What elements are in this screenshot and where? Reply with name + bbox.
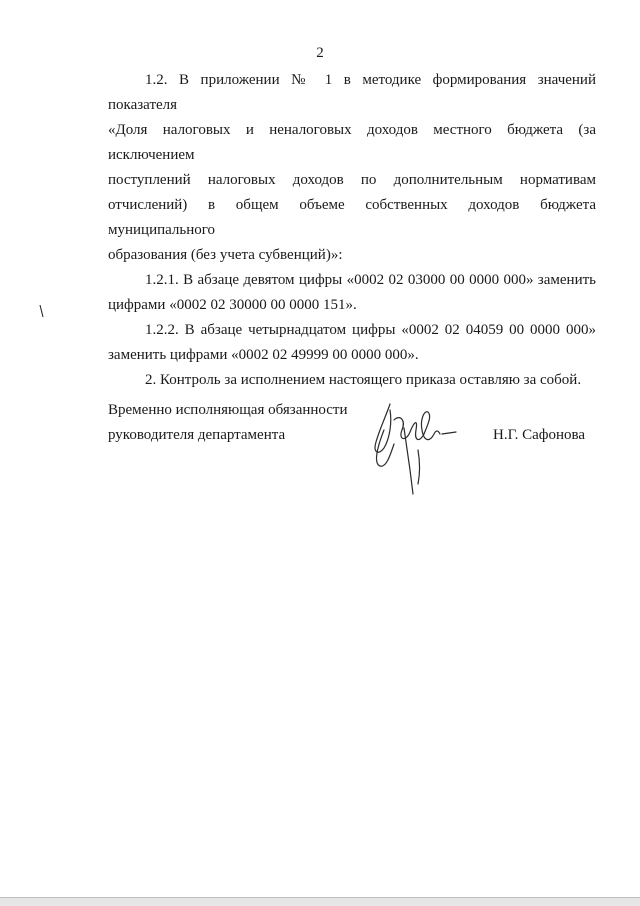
page-number: 2 (316, 45, 324, 61)
signatory-position-line-1: Временно исполняющая обязанности (108, 402, 348, 418)
margin-mark (39, 304, 45, 318)
signatory-position-line-2: руководителя департамента (108, 427, 286, 443)
document-body (108, 68, 596, 393)
margin-mark-stroke (39, 304, 45, 318)
paragraph-1-2-line-5: образования (без учета субвенций)»: (108, 247, 343, 263)
signatory-name: Н.Г. Сафонова (493, 427, 586, 443)
paragraph-2-line-1: 2. Контроль за исполнением настоящего приказа оставляю за собой. (145, 372, 582, 388)
paragraph-1-2-line-4: отчислений) в общем объеме собственных доходов бюджета муниципального (108, 197, 596, 238)
paragraph-1-2-line-3: поступлений налоговых доходов по дополнительным нормативам (108, 172, 596, 188)
paragraph-1-2-2-line-1: 1.2.2. В абзаце четырнадцатом цифры «0002 02 04059 00 0000 000» (145, 322, 596, 338)
paragraph-1-2-1-line-2: цифрами «0002 02 30000 00 0000 151». (108, 297, 357, 313)
signature-strokes (368, 390, 458, 500)
signatory-position (108, 398, 348, 448)
paragraph-1-2-line-2: «Доля налоговых и неналоговых доходов местного бюджета (за исключением (108, 122, 596, 163)
paragraph-1-2-1-line-1: 1.2.1. В абзаце девятом цифры «0002 02 03000 00 0000 000» заменить (145, 272, 596, 288)
handwritten-signature (368, 390, 458, 500)
paragraph-1-2-line-1: 1.2. В приложении № 1 в методике формирования значений показателя (108, 72, 596, 113)
paragraph-1-2-2-line-2: заменить цифрами «0002 02 49999 00 0000 000». (108, 347, 419, 363)
